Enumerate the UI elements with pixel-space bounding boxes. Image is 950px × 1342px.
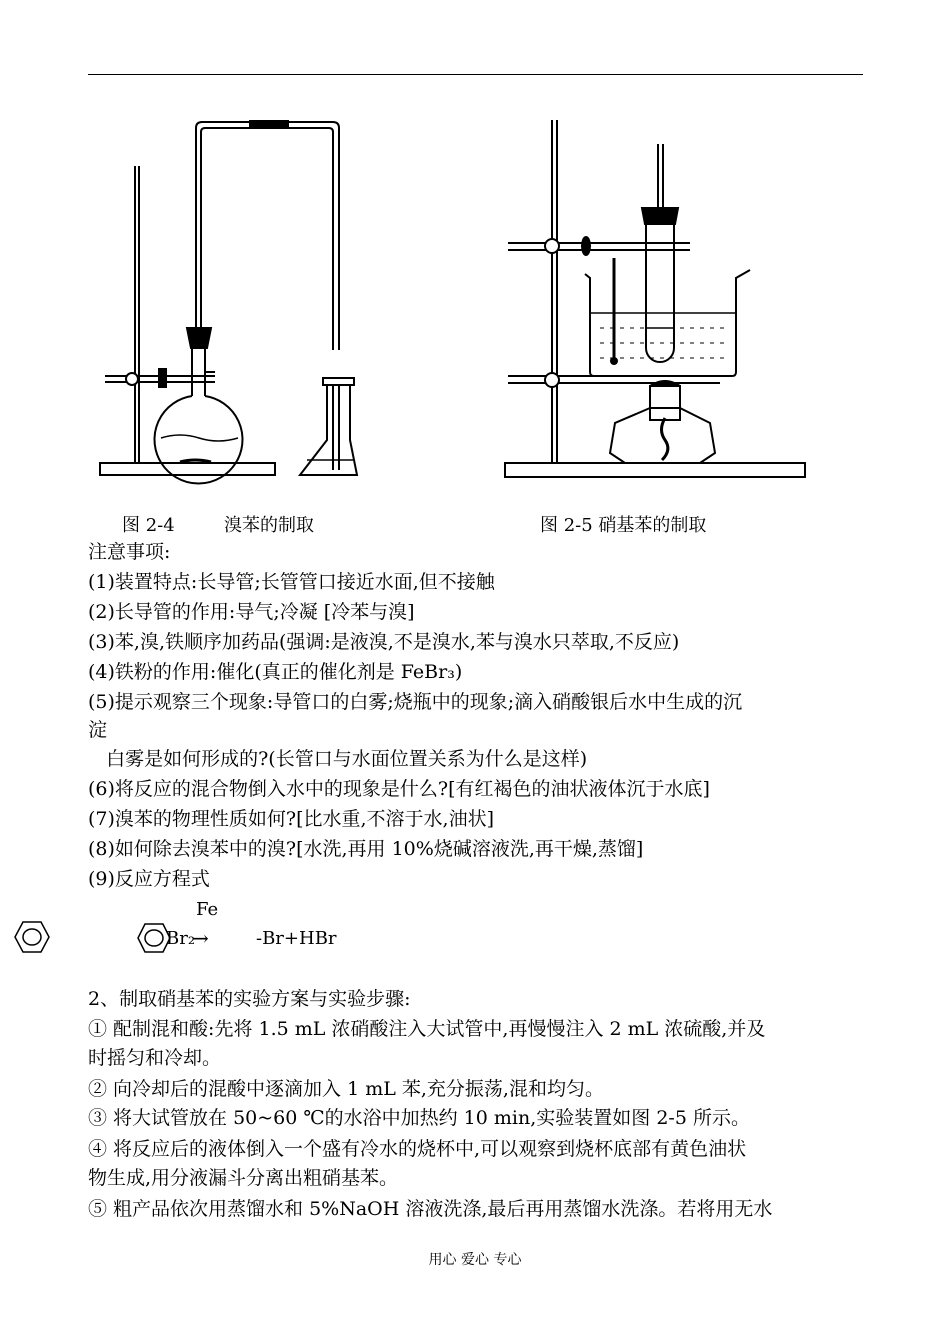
equation-bromine: Br₂ [166, 928, 196, 949]
step-line: 物生成,用分液漏斗分离出粗硝基苯。 [88, 1167, 399, 1189]
step-line: ② 向冷却后的混酸中逐滴加入 1 mL 苯,充分振荡,混和均匀。 [88, 1078, 604, 1100]
figure-caption-number: 图 2-4 [122, 515, 175, 536]
note-item: (5)提示观察三个现象:导管口的白雾;烧瓶中的现象;滴入硝酸银后水中生成的沉 [88, 691, 743, 713]
equation-arrow: → [192, 926, 209, 950]
page-footer: 用心 爱心 专心 [428, 1252, 522, 1268]
note-item: (4)铁粉的作用:催化(真正的催化剂是 FeBr₃) [88, 661, 463, 683]
step-line: ③ 将大试管放在 50~60 ℃的水浴中加热约 10 min,实验装置如图 2-5 所示。 [88, 1107, 750, 1129]
header-rule [88, 74, 863, 75]
step-line: ① 配制混和酸:先将 1.5 mL 浓硝酸注入大试管中,再慢慢注入 2 mL 浓硫酸,并及 [88, 1018, 766, 1040]
step-line: ⑤ 粗产品依次用蒸馏水和 5%NaOH 溶液洗涤,最后再用蒸馏水洗涤。若将用无水 [88, 1198, 773, 1220]
note-item: (8)如何除去溴苯中的溴?[水洗,再用 10%烧碱溶液洗,再干燥,蒸馏] [88, 838, 644, 860]
figure-caption-2: 图 2-5 硝基苯的制取 [540, 515, 707, 536]
note-item: 白雾是如何形成的?(长管口与水面位置关系为什么是这样) [88, 748, 588, 770]
figure-caption-title: 溴苯的制取 [224, 515, 314, 536]
note-item: (1)装置特点:长导管;长管管口接近水面,但不接触 [88, 571, 495, 593]
figure-bromobenzene-apparatus [95, 110, 450, 485]
note-item: 淀 [88, 719, 108, 741]
note-item: (2)长导管的作用:导气;冷凝 [冷苯与溴] [88, 601, 415, 623]
note-item: (3)苯,溴,铁顺序加药品(强调:是液溴,不是溴水,苯与溴水只萃取,不反应) [88, 631, 680, 653]
notes-heading: 注意事项: [88, 541, 171, 563]
equation-catalyst: Fe [196, 899, 219, 920]
benzene-ring-icon [14, 920, 50, 954]
step-line: ④ 将反应后的液体倒入一个盛有冷水的烧杯中,可以观察到烧杯底部有黄色油状 [88, 1138, 747, 1160]
note-item: (9)反应方程式 [88, 868, 210, 890]
equation-product: -Br+HBr [256, 928, 337, 949]
figure-nitrobenzene-apparatus [500, 118, 830, 483]
step-line: 时摇匀和冷却。 [88, 1047, 222, 1069]
note-item: (7)溴苯的物理性质如何?[比水重,不溶于水,油状] [88, 808, 495, 830]
note-item: (6)将反应的混合物倒入水中的现象是什么?[有红褐色的油状液体沉于水底] [88, 778, 710, 800]
steps-heading: 2、制取硝基苯的实验方案与实验步骤: [88, 988, 411, 1010]
